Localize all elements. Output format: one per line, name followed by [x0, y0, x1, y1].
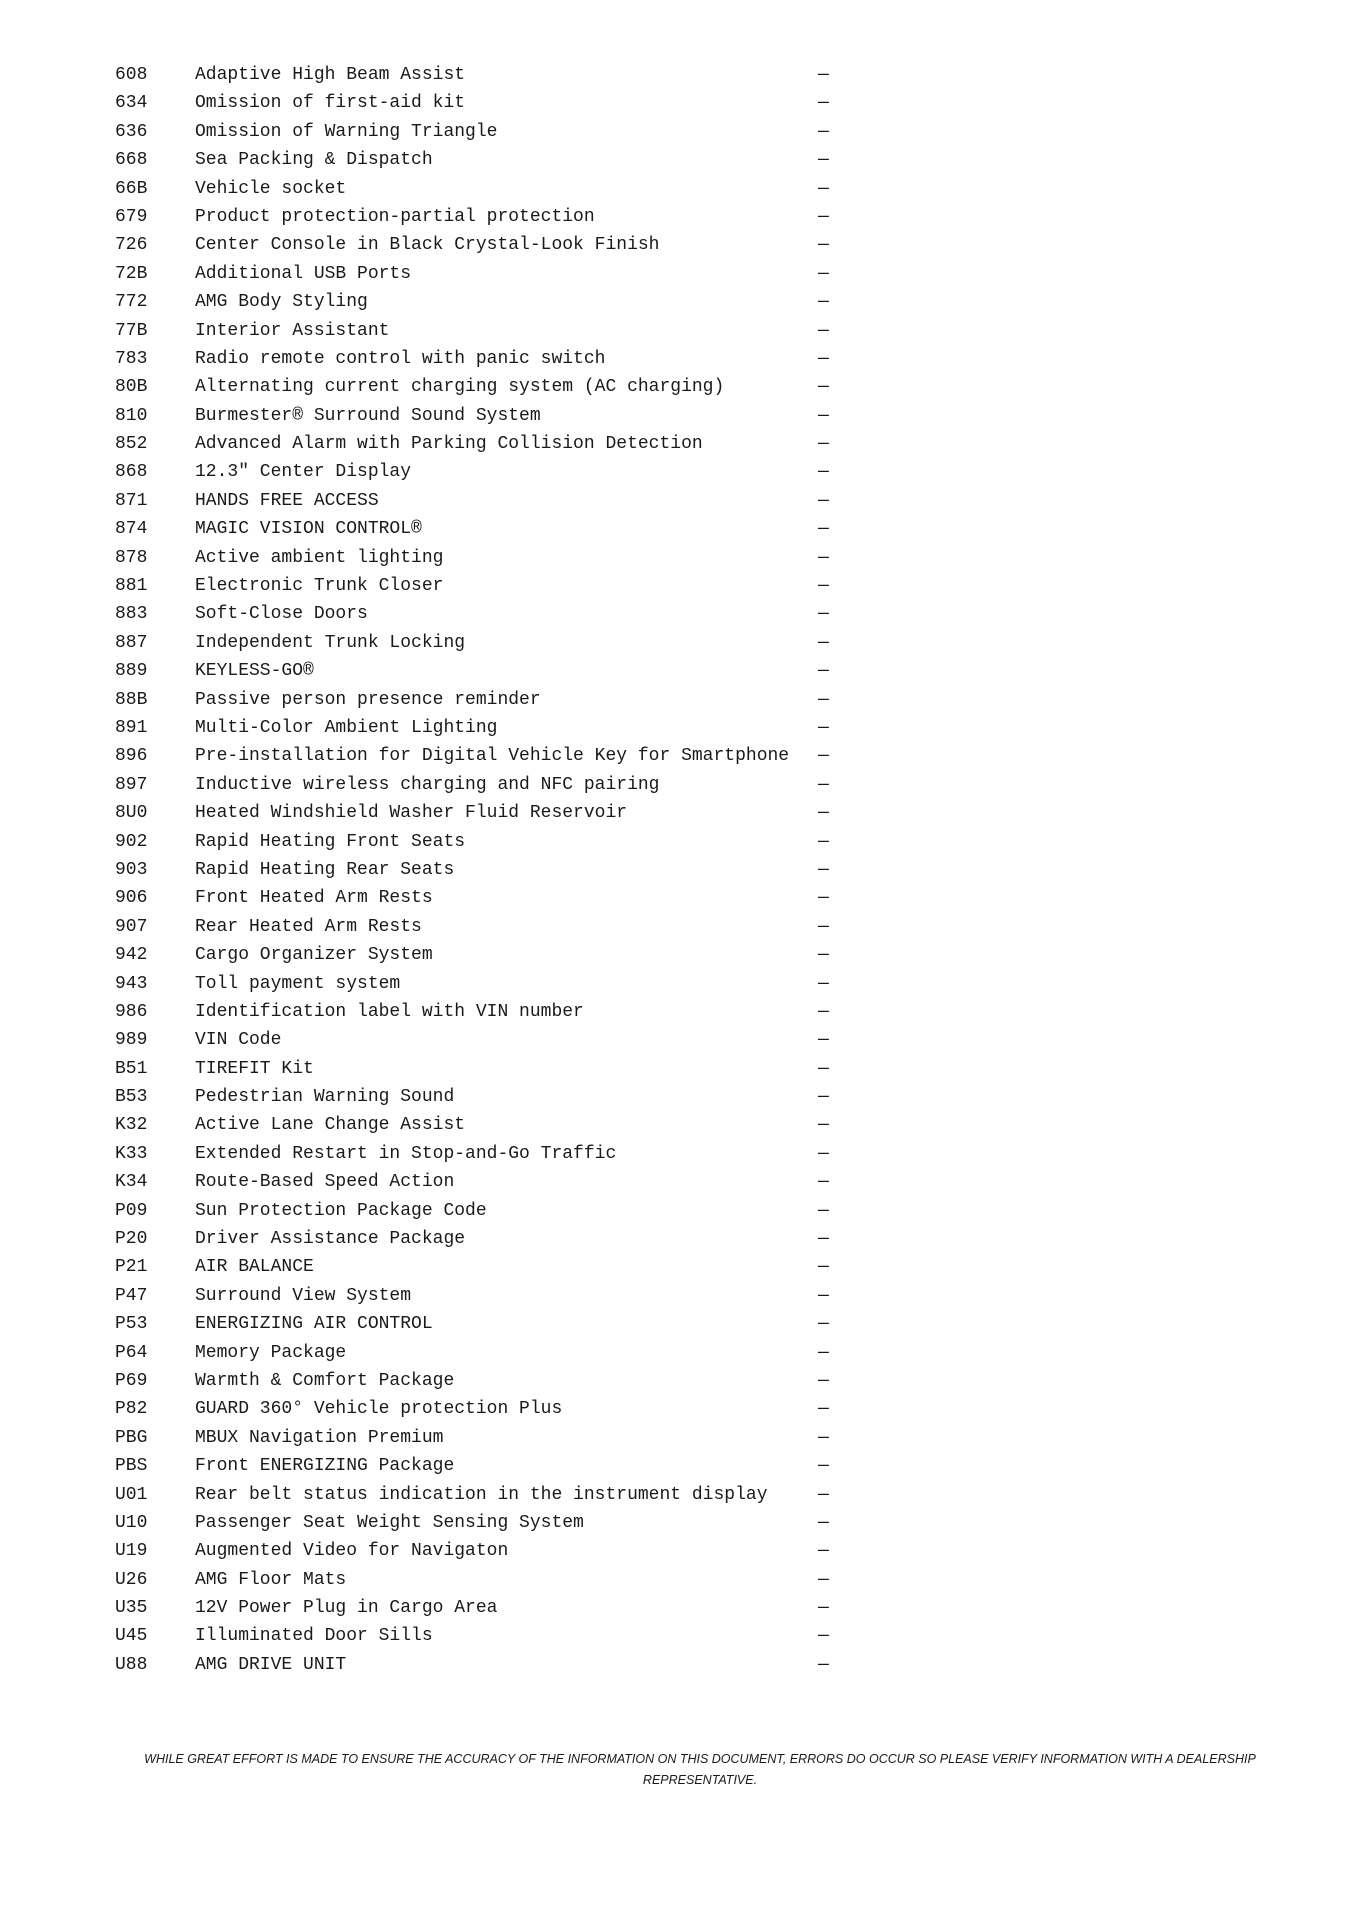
option-row	[115, 1566, 835, 1594]
option-description: Multi-Color Ambient Lighting	[195, 717, 498, 738]
option-description: Identification label with VIN number	[195, 1001, 584, 1022]
option-description: AMG Floor Mats	[195, 1569, 347, 1590]
option-row	[115, 600, 835, 628]
option-value: —	[818, 916, 829, 937]
option-value: —	[818, 1569, 829, 1590]
option-value: —	[818, 519, 829, 540]
option-row	[115, 657, 835, 685]
option-value: —	[818, 888, 829, 909]
option-value: —	[818, 1456, 829, 1477]
option-row	[115, 913, 835, 941]
option-value: —	[818, 973, 829, 994]
option-row	[115, 231, 835, 259]
option-row	[115, 1339, 835, 1367]
option-description: Vehicle socket	[195, 178, 347, 199]
option-description: Interior Assistant	[195, 320, 390, 341]
option-code: U26	[115, 1569, 148, 1590]
option-code: P20	[115, 1229, 148, 1250]
option-description: ENERGIZING AIR CONTROL	[195, 1314, 433, 1335]
option-value: —	[818, 717, 829, 738]
option-row	[115, 345, 835, 373]
option-value: —	[818, 1285, 829, 1306]
option-value: —	[818, 348, 829, 369]
option-row	[115, 317, 835, 345]
option-description: Warmth & Comfort Package	[195, 1370, 455, 1391]
option-description: Surround View System	[195, 1285, 412, 1306]
option-value: —	[818, 1030, 829, 1051]
option-code: B53	[115, 1087, 148, 1108]
option-code: 772	[115, 292, 148, 313]
option-description: Cargo Organizer System	[195, 945, 433, 966]
option-description: 12.3" Center Display	[195, 462, 412, 483]
option-value: —	[818, 803, 829, 824]
option-value: —	[818, 263, 829, 284]
option-value: —	[818, 320, 829, 341]
option-row	[115, 629, 835, 657]
option-value: —	[818, 746, 829, 767]
option-row	[115, 970, 835, 998]
option-code: 77B	[115, 320, 148, 341]
option-description: Active Lane Change Assist	[195, 1115, 466, 1136]
option-code: 852	[115, 434, 148, 455]
option-description: Heated Windshield Washer Fluid Reservoir	[195, 803, 628, 824]
option-value: —	[818, 1512, 829, 1533]
option-row	[115, 884, 835, 912]
option-code: P64	[115, 1342, 148, 1363]
option-description: AMG DRIVE UNIT	[195, 1654, 347, 1675]
option-code: 868	[115, 462, 148, 483]
option-description: 12V Power Plug in Cargo Area	[195, 1598, 498, 1619]
option-description: Omission of first-aid kit	[195, 93, 466, 114]
option-description: Electronic Trunk Closer	[195, 576, 444, 597]
option-code: 883	[115, 604, 148, 625]
option-code: P21	[115, 1257, 148, 1278]
option-row	[115, 118, 835, 146]
option-description: Toll payment system	[195, 973, 401, 994]
option-value: —	[818, 547, 829, 568]
option-code: 874	[115, 519, 148, 540]
option-description: KEYLESS-GO®	[195, 661, 314, 682]
option-row	[115, 1452, 835, 1480]
option-description: TIREFIT Kit	[195, 1058, 314, 1079]
option-description: Independent Trunk Locking	[195, 632, 466, 653]
option-description: GUARD 360° Vehicle protection Plus	[195, 1399, 563, 1420]
option-description: AIR BALANCE	[195, 1257, 314, 1278]
option-code: P69	[115, 1370, 148, 1391]
option-value: —	[818, 1058, 829, 1079]
option-code: P53	[115, 1314, 148, 1335]
option-description: Passive person presence reminder	[195, 689, 541, 710]
option-value: —	[818, 774, 829, 795]
option-row	[115, 1424, 835, 1452]
option-row	[115, 430, 835, 458]
option-row	[115, 146, 835, 174]
option-value: —	[818, 1598, 829, 1619]
option-row	[115, 1537, 835, 1565]
option-value: —	[818, 206, 829, 227]
option-code: K34	[115, 1172, 148, 1193]
option-description: Advanced Alarm with Parking Collision Detection	[195, 434, 703, 455]
option-row	[115, 1310, 835, 1338]
option-value: —	[818, 604, 829, 625]
option-value: —	[818, 1172, 829, 1193]
option-value: —	[818, 178, 829, 199]
option-code: 906	[115, 888, 148, 909]
option-code: U45	[115, 1626, 148, 1647]
option-code: U35	[115, 1598, 148, 1619]
option-code: 903	[115, 859, 148, 880]
option-description: Burmester® Surround Sound System	[195, 405, 541, 426]
option-code: 881	[115, 576, 148, 597]
option-value: —	[818, 93, 829, 114]
option-row	[115, 544, 835, 572]
option-value: —	[818, 689, 829, 710]
option-row	[115, 771, 835, 799]
option-row	[115, 203, 835, 231]
option-value: —	[818, 462, 829, 483]
option-row	[115, 1055, 835, 1083]
option-description: Extended Restart in Stop-and-Go Traffic	[195, 1143, 617, 1164]
option-row	[115, 828, 835, 856]
option-description: Omission of Warning Triangle	[195, 121, 498, 142]
option-row	[115, 1395, 835, 1423]
option-value: —	[818, 490, 829, 511]
option-row	[115, 373, 835, 401]
option-description: MAGIC VISION CONTROL®	[195, 519, 422, 540]
option-description: Route-Based Speed Action	[195, 1172, 455, 1193]
option-value: —	[818, 1654, 829, 1675]
option-description: Active ambient lighting	[195, 547, 444, 568]
option-code: 679	[115, 206, 148, 227]
option-code: 608	[115, 65, 148, 85]
option-description: Memory Package	[195, 1342, 347, 1363]
option-code: 634	[115, 93, 148, 114]
option-row	[115, 288, 835, 316]
option-value: —	[818, 405, 829, 426]
option-row	[115, 1481, 835, 1509]
option-description: Illuminated Door Sills	[195, 1626, 433, 1647]
option-code: 878	[115, 547, 148, 568]
option-code: 810	[115, 405, 148, 426]
option-code: 80B	[115, 377, 148, 398]
option-row	[115, 1509, 835, 1537]
option-value: —	[818, 434, 829, 455]
option-code: B51	[115, 1058, 148, 1079]
option-code: P09	[115, 1200, 148, 1221]
option-row	[115, 1651, 835, 1679]
option-code: 989	[115, 1030, 148, 1051]
option-row	[115, 89, 835, 117]
option-value: —	[818, 1143, 829, 1164]
option-row	[115, 260, 835, 288]
option-code: 88B	[115, 689, 148, 710]
option-description: Sea Packing & Dispatch	[195, 150, 433, 171]
option-code: 668	[115, 150, 148, 171]
option-value: —	[818, 1229, 829, 1250]
option-code: K32	[115, 1115, 148, 1136]
option-code: 942	[115, 945, 148, 966]
option-code: 986	[115, 1001, 148, 1022]
option-row	[115, 458, 835, 486]
option-description: Adaptive High Beam Assist	[195, 65, 466, 85]
option-code: 783	[115, 348, 148, 369]
option-row	[115, 1225, 835, 1253]
option-row	[115, 1083, 835, 1111]
option-description: Augmented Video for Navigaton	[195, 1541, 509, 1562]
option-description: Rear Heated Arm Rests	[195, 916, 422, 937]
option-description: Sun Protection Package Code	[195, 1200, 487, 1221]
option-row	[115, 686, 835, 714]
option-row	[115, 998, 835, 1026]
option-row	[115, 1026, 835, 1054]
option-code: 891	[115, 717, 148, 738]
option-code: 8U0	[115, 803, 148, 824]
option-description: Front ENERGIZING Package	[195, 1456, 455, 1477]
option-row	[115, 1111, 835, 1139]
option-row	[115, 941, 835, 969]
option-row	[115, 856, 835, 884]
option-row	[115, 515, 835, 543]
option-description: Additional USB Ports	[195, 263, 412, 284]
option-row	[115, 1253, 835, 1281]
option-code: U01	[115, 1484, 148, 1505]
option-row	[115, 1594, 835, 1622]
option-value: —	[818, 121, 829, 142]
option-value: —	[818, 661, 829, 682]
option-value: —	[818, 1370, 829, 1391]
option-value: —	[818, 1314, 829, 1335]
option-row	[115, 1367, 835, 1395]
option-row	[115, 402, 835, 430]
option-row	[115, 714, 835, 742]
option-code: 636	[115, 121, 148, 142]
option-row	[115, 487, 835, 515]
option-row	[115, 1197, 835, 1225]
option-row	[115, 1282, 835, 1310]
option-value: —	[818, 945, 829, 966]
option-value: —	[818, 1342, 829, 1363]
option-row	[115, 61, 835, 89]
option-value: —	[818, 1200, 829, 1221]
option-code: 896	[115, 746, 148, 767]
option-description: Pre-installation for Digital Vehicle Key for Smartphone	[195, 746, 790, 767]
option-value: —	[818, 1257, 829, 1278]
option-value: —	[818, 632, 829, 653]
options-list	[115, 61, 835, 1679]
option-code: 943	[115, 973, 148, 994]
option-row	[115, 572, 835, 600]
option-code: U10	[115, 1512, 148, 1533]
disclaimer-text: WHILE GREAT EFFORT IS MADE TO ENSURE THE ACCURACY OF THE INFORMATION ON THIS DOCUMENT, ERRORS DO OCCUR SO PLEASE VERIFY INFORMATION WITH A DEALERSHIP REPRESENTATIVE.	[144, 1752, 1256, 1787]
option-value: —	[818, 235, 829, 256]
option-description: Alternating current charging system (AC charging)	[195, 377, 725, 398]
option-description: HANDS FREE ACCESS	[195, 490, 379, 511]
option-code: 887	[115, 632, 148, 653]
option-code: PBG	[115, 1427, 148, 1448]
option-value: —	[818, 377, 829, 398]
option-value: —	[818, 831, 829, 852]
option-value: —	[818, 1484, 829, 1505]
option-row	[115, 1140, 835, 1168]
option-code: 66B	[115, 178, 148, 199]
option-row	[115, 742, 835, 770]
option-value: —	[818, 1001, 829, 1022]
option-description: Radio remote control with panic switch	[195, 348, 606, 369]
option-code: 902	[115, 831, 148, 852]
option-description: Soft-Close Doors	[195, 604, 368, 625]
option-description: Front Heated Arm Rests	[195, 888, 433, 909]
option-description: Driver Assistance Package	[195, 1229, 466, 1250]
option-row	[115, 799, 835, 827]
option-value: —	[818, 150, 829, 171]
option-description: Inductive wireless charging and NFC pairing	[195, 774, 660, 795]
option-value: —	[818, 859, 829, 880]
option-value: —	[818, 1427, 829, 1448]
option-description: Rapid Heating Rear Seats	[195, 859, 455, 880]
option-row	[115, 1168, 835, 1196]
option-value: —	[818, 1115, 829, 1136]
option-value: —	[818, 1399, 829, 1420]
option-description: AMG Body Styling	[195, 292, 368, 313]
option-description: Rear belt status indication in the instrument display	[195, 1484, 768, 1505]
option-code: 72B	[115, 263, 148, 284]
option-description: Center Console in Black Crystal-Look Finish	[195, 235, 660, 256]
option-description: MBUX Navigation Premium	[195, 1427, 444, 1448]
option-value: —	[818, 1541, 829, 1562]
option-description: Rapid Heating Front Seats	[195, 831, 466, 852]
option-value: —	[818, 1087, 829, 1108]
option-code: U88	[115, 1654, 148, 1675]
option-description: Product protection-partial protection	[195, 206, 595, 227]
option-value: —	[818, 292, 829, 313]
option-value: —	[818, 65, 829, 85]
option-code: P82	[115, 1399, 148, 1420]
option-description: VIN Code	[195, 1030, 282, 1051]
option-value: —	[818, 1626, 829, 1647]
option-code: 726	[115, 235, 148, 256]
option-code: PBS	[115, 1456, 148, 1477]
option-value: —	[818, 576, 829, 597]
option-description: Passenger Seat Weight Sensing System	[195, 1512, 584, 1533]
option-code: 897	[115, 774, 148, 795]
option-description: Pedestrian Warning Sound	[195, 1087, 455, 1108]
option-code: U19	[115, 1541, 148, 1562]
option-code: P47	[115, 1285, 148, 1306]
option-code: 907	[115, 916, 148, 937]
option-row	[115, 1622, 835, 1650]
option-row	[115, 175, 835, 203]
option-code: K33	[115, 1143, 148, 1164]
option-code: 889	[115, 661, 148, 682]
option-code: 871	[115, 490, 148, 511]
